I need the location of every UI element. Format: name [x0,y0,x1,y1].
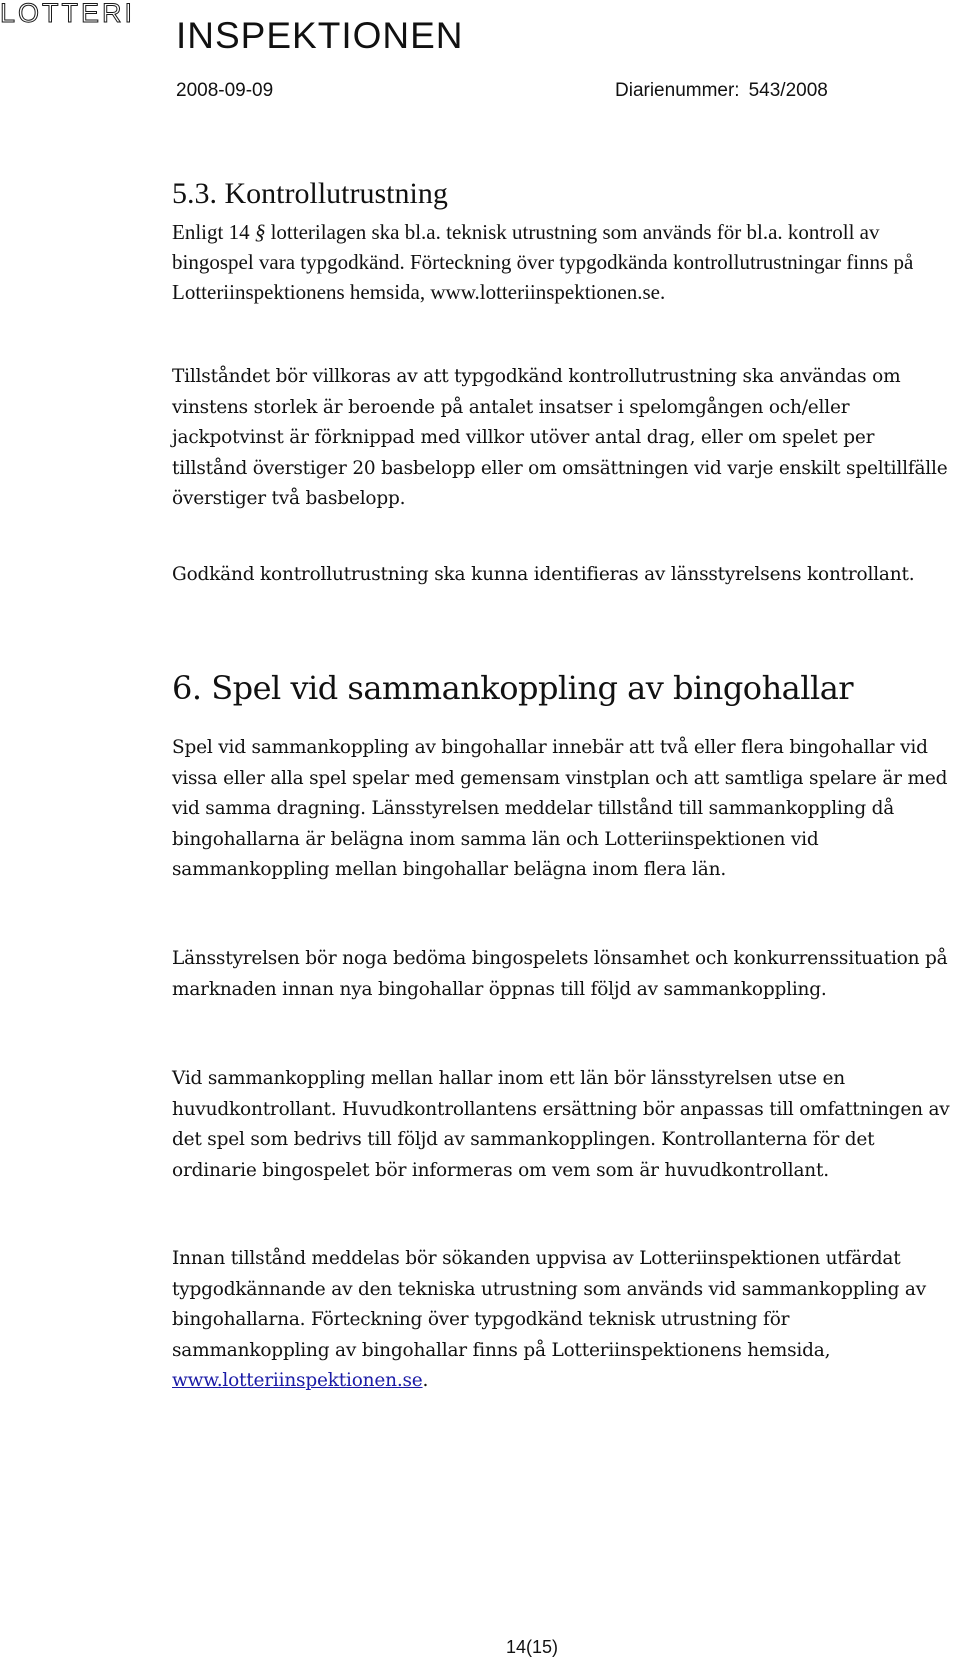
paragraph-6-4 [172,1244,952,1397]
paragraph-6-2: Länsstyrelsen bör noga bedöma bingospelets lönsamhet och konkurrenssituation på marknaden innan nya bingohallar öppnas till följd av sammankoppling. [172,948,948,1000]
paragraph-6-3: Vid sammankoppling mellan hallar inom ett län bör länsstyrelsen utse en huvudkontrollant. Huvudkontrollantens ersättning bör anpassas till omfattningen av det spel som bedrivs till följd av sammankopplingen. Kontrollanterna för det ordinarie bingospelet bör informeras om vem som är huvudkontrollant. [172,1068,950,1181]
section-heading-5-3: 5.3. Kontrollutrustning [172,177,448,210]
diary-label: Diarienummer: [615,80,740,101]
page-number: 14(15) [505,1637,559,1657]
header-diary [615,79,828,103]
logo-main: INSPEKTIONEN [176,15,464,56]
section-symbol: § [254,220,266,244]
paragraph-5-3-3: Godkänd kontrollutrustning ska kunna identifieras av länsstyrelsens kontrollant. [172,564,915,585]
website-link[interactable]: www.lotteriinspektionen.se [172,1370,423,1391]
paragraph-5-3-1-start: Enligt 14 [172,220,255,244]
paragraph-5-3-1-rest: lotterilagen ska bl.a. teknisk utrustning som används för bl.a. kontroll av bingospel vara typgodkänd. Förteckning över typgodkända kontrollutrustningar finns på Lotteriinspektionens hemsida, www.lotteriinspektionen.se. [172,220,914,304]
paragraph-6-1: Spel vid sammankoppling av bingohallar innebär att två eller flera bingohallar vid vissa eller alla spel spelar med gemensam vinstplan och att samtliga spelare är med vid samma dragning. Länsstyrelsen meddelar tillstånd till sammankoppling då bingohallarna är belägna inom samma län och Lotteriinspektionen vid sammankoppling mellan bingohallar belägna inom flera län. [172,737,948,880]
logo-top: LOTTERI [0,0,136,28]
header-date: 2008-09-09 [176,80,274,101]
chapter-heading-6: 6. Spel vid sammankoppling av bingohallar [172,669,854,707]
paragraph-5-3-1 [172,217,932,307]
paragraph-5-3-2: Tillståndet bör villkoras av att typgodkänd kontrollutrustning ska användas om vinstens storlek är beroende på antalet insatser i spelomgången och/eller jackpotvinst är förknippad med villkor utöver antal drag, eller om spelet per tillstånd överstiger 20 basbelopp eller om omsättningen vid varje enskilt speltillfälle överstiger två basbelopp. [172,366,948,509]
diary-number: 543/2008 [748,80,828,101]
paragraph-6-4-text: Innan tillstånd meddelas bör sökanden uppvisa av Lotteriinspektionen utfärdat typgodkännande av den tekniska utrustning som används vid sammankoppling av bingohallarna. Förteckning över typgodkänd teknisk utrustning för sammankoppling av bingohallar finns på Lotteriinspektionens hemsida, [172,1248,926,1361]
paragraph-6-4-end: . [422,1370,429,1391]
